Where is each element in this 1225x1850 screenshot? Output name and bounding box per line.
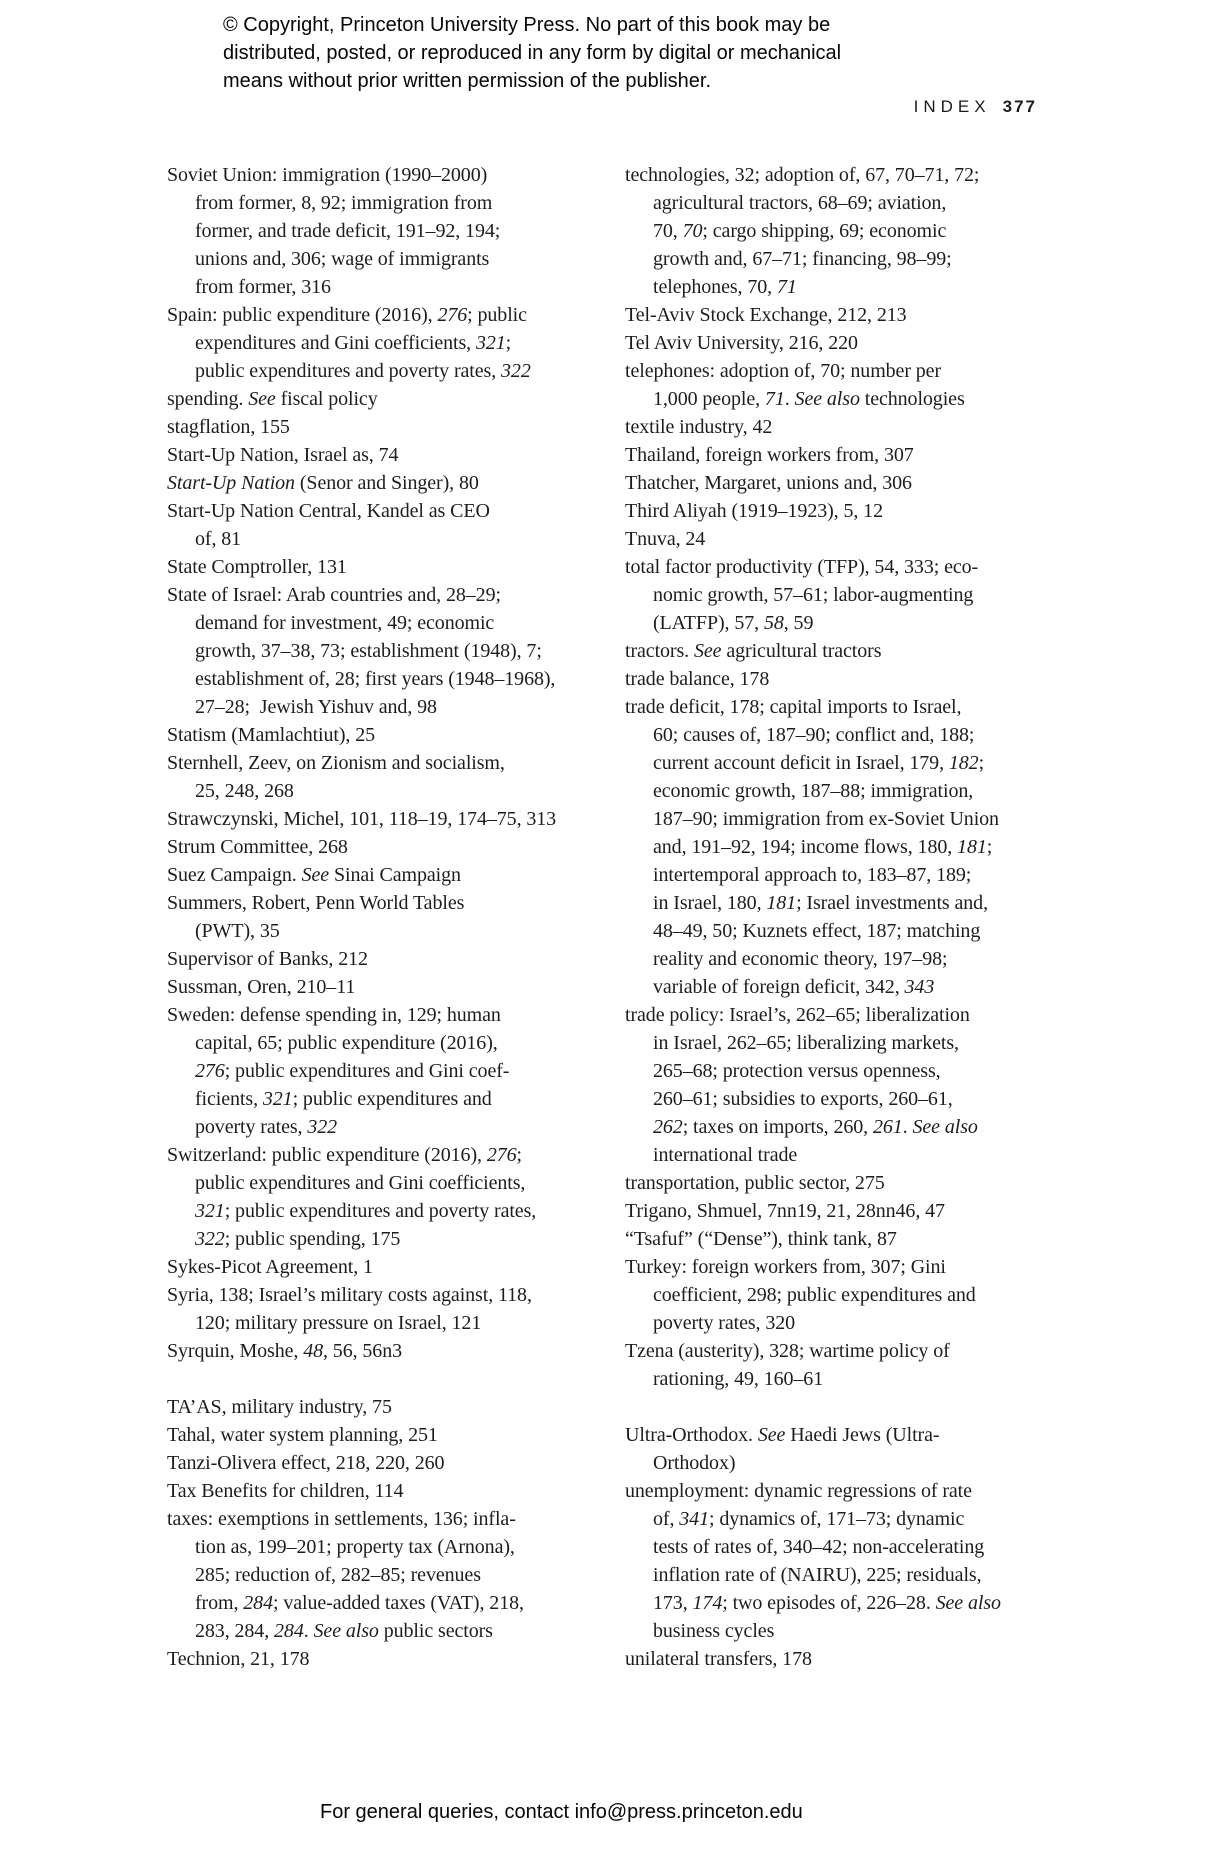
index-entry-line: tion as, 199–201; property tax (Arnona),	[195, 1536, 515, 1558]
index-entry	[167, 385, 607, 413]
index-entry-line: 265–68; protection versus openness,	[653, 1060, 941, 1082]
index-entry-line: Strawczynski, Michel, 101, 118–19, 174–75, 313	[167, 808, 557, 830]
index-entry-line: State of Israel: Arab countries and, 28–29;	[167, 584, 501, 606]
index-entry-line: Sweden: defense spending in, 129; human	[167, 1004, 501, 1026]
index-entry-line: Ultra-Orthodox. See Haedi Jews (Ultra-	[625, 1424, 940, 1446]
index-entry	[625, 357, 1065, 413]
index-entry-line: 276; public expenditures and Gini coef-	[195, 1060, 510, 1082]
index-entry-line: Soviet Union: immigration (1990–2000)	[167, 164, 488, 186]
index-entry	[167, 1001, 607, 1141]
index-entry	[625, 1253, 1065, 1337]
index-entry	[167, 469, 607, 497]
index-entry	[167, 973, 607, 1001]
index-entry-line: Start-Up Nation, Israel as, 74	[167, 444, 399, 466]
index-entry-line: (PWT), 35	[195, 920, 280, 942]
index-entry	[167, 1421, 607, 1449]
index-entry-line: spending. See fiscal policy	[167, 388, 378, 410]
index-entry	[167, 945, 607, 973]
index-entry	[167, 1505, 607, 1645]
index-entry	[625, 1197, 1065, 1225]
index-entry	[167, 721, 607, 749]
index-column-left	[167, 161, 607, 1673]
index-entry-line: inflation rate of (NAIRU), 225; residuals,	[653, 1564, 982, 1586]
index-entry-line: from former, 316	[195, 276, 331, 298]
index-entry-line: taxes: exemptions in settlements, 136; infla-	[167, 1508, 516, 1530]
index-entry-line: unilateral transfers, 178	[625, 1648, 812, 1670]
index-entry	[625, 441, 1065, 469]
index-entry-line: international trade	[653, 1144, 798, 1166]
index-entry-line: unemployment: dynamic regressions of rate	[625, 1480, 972, 1502]
index-entry	[625, 553, 1065, 637]
index-entry-line: Supervisor of Banks, 212	[167, 948, 368, 970]
index-entry-line: technologies, 32; adoption of, 67, 70–71, 72;	[625, 164, 980, 186]
index-entry-line: Tax Benefits for children, 114	[167, 1480, 404, 1502]
index-entry-line: nomic growth, 57–61; labor-augmenting	[653, 584, 974, 606]
index-entry-line: rationing, 49, 160–61	[653, 1368, 824, 1390]
index-entry	[625, 1645, 1065, 1673]
index-entry-line: unions and, 306; wage of immigrants	[195, 248, 490, 270]
running-head	[625, 97, 1037, 117]
index-entry-line: (LATFP), 57, 58, 59	[653, 612, 814, 634]
index-entry	[167, 1393, 607, 1421]
index-column-right	[625, 161, 1065, 1673]
index-entry-line: public expenditures and Gini coefficients,	[195, 1172, 526, 1194]
index-entry-line: from former, 8, 92; immigration from	[195, 192, 493, 214]
index-entry-line: 260–61; subsidies to exports, 260–61,	[653, 1088, 953, 1110]
index-entry-line: agricultural tractors, 68–69; aviation,	[653, 192, 947, 214]
index-entry-line: intertemporal approach to, 183–87, 189;	[653, 864, 972, 886]
index-entry-line: Tahal, water system planning, 251	[167, 1424, 438, 1446]
index-entry-line: business cycles	[653, 1620, 775, 1642]
index-entry-line: TA’AS, military industry, 75	[167, 1396, 392, 1418]
copyright-line: distributed, posted, or reproduced in any form by digital or mechanical	[223, 42, 842, 64]
index-entry	[625, 693, 1065, 1001]
index-entry-line: Sussman, Oren, 210–11	[167, 976, 356, 998]
index-entry	[167, 497, 607, 553]
index-entry-line: 322; public spending, 175	[195, 1228, 401, 1250]
index-entry	[167, 805, 607, 833]
index-entry-line: capital, 65; public expenditure (2016),	[195, 1032, 498, 1054]
index-entry	[167, 441, 607, 469]
index-entry-line: reality and economic theory, 197–98;	[653, 948, 948, 970]
index-entry-line: 120; military pressure on Israel, 121	[195, 1312, 482, 1334]
index-entry-line: stagflation, 155	[167, 416, 290, 438]
index-entry-line: transportation, public sector, 275	[625, 1172, 885, 1194]
index-entry-line: Third Aliyah (1919–1923), 5, 12	[625, 500, 883, 522]
index-entry-line: “Tsafuf” (“Dense”), think tank, 87	[625, 1228, 897, 1250]
index-entry	[167, 833, 607, 861]
index-entry-line: expenditures and Gini coefficients, 321;	[195, 332, 512, 354]
index-entry-line: Syria, 138; Israel’s military costs against, 118,	[167, 1284, 532, 1306]
index-entry	[625, 413, 1065, 441]
copyright-notice	[223, 11, 841, 95]
index-entry	[167, 301, 607, 385]
index-entry	[625, 1337, 1065, 1393]
index-entry	[625, 301, 1065, 329]
index-entry-line: 1,000 people, 71. See also technologies	[653, 388, 965, 410]
index-entry-line: Summers, Robert, Penn World Tables	[167, 892, 465, 914]
index-entry-line: former, and trade deficit, 191–92, 194;	[195, 220, 501, 242]
index-entry	[167, 1449, 607, 1477]
index-entry	[625, 1169, 1065, 1197]
index-entry-line: Tanzi-Olivera effect, 218, 220, 260	[167, 1452, 445, 1474]
index-entry-line: 25, 248, 268	[195, 780, 294, 802]
index-entry	[167, 1141, 607, 1253]
index-entry-line: and, 191–92, 194; income flows, 180, 181;	[653, 836, 993, 858]
index-entry-line: coefficient, 298; public expenditures and	[653, 1284, 976, 1306]
index-entry-line: Thailand, foreign workers from, 307	[625, 444, 914, 466]
index-entry-line: trade balance, 178	[625, 668, 770, 690]
index-entry-line: textile industry, 42	[625, 416, 773, 438]
index-entry	[625, 637, 1065, 665]
index-entry-line: 187–90; immigration from ex-Soviet Union	[653, 808, 999, 830]
index-entry-line: establishment of, 28; first years (1948–1968),	[195, 668, 556, 690]
index-entry-line: Start-Up Nation (Senor and Singer), 80	[167, 472, 479, 494]
index-entry	[167, 413, 607, 441]
index-entry	[167, 1253, 607, 1281]
index-entry-line: economic growth, 187–88; immigration,	[653, 780, 974, 802]
index-entry	[625, 469, 1065, 497]
index-entry	[167, 1477, 607, 1505]
index-entry-line: in Israel, 180, 181; Israel investments and,	[653, 892, 988, 914]
index-entry-line: telephones, 70, 71	[653, 276, 797, 298]
index-entry	[167, 553, 607, 581]
index-entry-line: Thatcher, Margaret, unions and, 306	[625, 472, 912, 494]
index-entry-line: 283, 284, 284. See also public sectors	[195, 1620, 493, 1642]
index-entry-line: growth and, 67–71; financing, 98–99;	[653, 248, 952, 270]
index-entry-line: 262; taxes on imports, 260, 261. See also	[653, 1116, 978, 1138]
index-entry	[167, 161, 607, 301]
index-title: INDEX	[913, 97, 991, 116]
index-entry-line: Start-Up Nation Central, Kandel as CEO	[167, 500, 490, 522]
index-entry	[625, 1001, 1065, 1169]
index-entry-line: Spain: public expenditure (2016), 276; public	[167, 304, 527, 326]
index-entry	[625, 1477, 1065, 1645]
index-entry-line: 70, 70; cargo shipping, 69; economic	[653, 220, 947, 242]
index-entry-line: variable of foreign deficit, 342, 343	[653, 976, 935, 998]
index-entry	[167, 1645, 607, 1673]
index-entry	[625, 329, 1065, 357]
index-entry-line: Strum Committee, 268	[167, 836, 348, 858]
copyright-line: means without prior written permission of the publisher.	[223, 70, 712, 92]
index-entry-line: public expenditures and poverty rates, 322	[195, 360, 531, 382]
index-entry-line: 285; reduction of, 282–85; revenues	[195, 1564, 481, 1586]
index-entry-line: Suez Campaign. See Sinai Campaign	[167, 864, 461, 886]
index-entry-line: tests of rates of, 340–42; non-accelerating	[653, 1536, 985, 1558]
footer-contact-text: For general queries, contact info@press.princeton.edu	[320, 1801, 803, 1823]
index-entry-line: Tel-Aviv Stock Exchange, 212, 213	[625, 304, 907, 326]
index-entry-line: Orthodox)	[653, 1452, 736, 1474]
index-entry-line: poverty rates, 320	[653, 1312, 796, 1334]
index-entry-line: ficients, 321; public expenditures and	[195, 1088, 492, 1110]
page-footer	[320, 1801, 803, 1824]
index-entry	[167, 861, 607, 889]
index-entry-line: Tzena (austerity), 328; wartime policy of	[625, 1340, 950, 1362]
index-entry-line: Turkey: foreign workers from, 307; Gini	[625, 1256, 946, 1278]
index-entry-line: telephones: adoption of, 70; number per	[625, 360, 942, 382]
index-entry-line: Tel Aviv University, 216, 220	[625, 332, 858, 354]
index-entry	[167, 1337, 607, 1365]
index-entry-line: Tnuva, 24	[625, 528, 706, 550]
index-entry-line: trade policy: Israel’s, 262–65; liberalization	[625, 1004, 970, 1026]
index-entry-line: demand for investment, 49; economic	[195, 612, 495, 634]
index-entry-line: of, 81	[195, 528, 242, 550]
index-entry-line: of, 341; dynamics of, 171–73; dynamic	[653, 1508, 965, 1530]
index-entry-line: poverty rates, 322	[195, 1116, 338, 1138]
page-number: 377	[1002, 97, 1037, 116]
index-entry-line: growth, 37–38, 73; establishment (1948), 7;	[195, 640, 542, 662]
index-entry	[167, 749, 607, 805]
index-entry-line: tractors. See agricultural tractors	[625, 640, 882, 662]
index-entry-line: current account deficit in Israel, 179, 182;	[653, 752, 985, 774]
index-entry-line: Sykes-Picot Agreement, 1	[167, 1256, 373, 1278]
index-entry-line: trade deficit, 178; capital imports to Israel,	[625, 696, 962, 718]
index-entry-line: Sternhell, Zeev, on Zionism and socialism,	[167, 752, 505, 774]
index-entry-line: 173, 174; two episodes of, 226–28. See also	[653, 1592, 1001, 1614]
index-entry-line: 321; public expenditures and poverty rates,	[195, 1200, 537, 1222]
index-entry-line: Statism (Mamlachtiut), 25	[167, 724, 376, 746]
index-entry-line: Syrquin, Moshe, 48, 56, 56n3	[167, 1340, 403, 1362]
copyright-line: © Copyright, Princeton University Press. No part of this book may be	[223, 14, 831, 36]
index-entry-line: Technion, 21, 178	[167, 1648, 310, 1670]
index-entry	[625, 1421, 1065, 1477]
index-entry-line: from, 284; value-added taxes (VAT), 218,	[195, 1592, 524, 1614]
index-entry	[625, 525, 1065, 553]
index-entry-line: 48–49, 50; Kuznets effect, 187; matching	[653, 920, 981, 942]
index-entry	[167, 581, 607, 721]
index-entry-line: Switzerland: public expenditure (2016), 276;	[167, 1144, 522, 1166]
index-entry-line: State Comptroller, 131	[167, 556, 347, 578]
index-entry	[167, 889, 607, 945]
index-entry-line: in Israel, 262–65; liberalizing markets,	[653, 1032, 959, 1054]
index-entry	[625, 1225, 1065, 1253]
index-entry	[625, 497, 1065, 525]
index-entry-line: Trigano, Shmuel, 7nn19, 21, 28nn46, 47	[625, 1200, 945, 1222]
index-entry-line: 60; causes of, 187–90; conflict and, 188;	[653, 724, 975, 746]
index-entry	[167, 1281, 607, 1337]
index-entry-line: 27–28; Jewish Yishuv and, 98	[195, 696, 437, 718]
index-entry	[625, 161, 1065, 301]
index-entry-line: total factor productivity (TFP), 54, 333; eco-	[625, 556, 979, 578]
index-entry	[625, 665, 1065, 693]
